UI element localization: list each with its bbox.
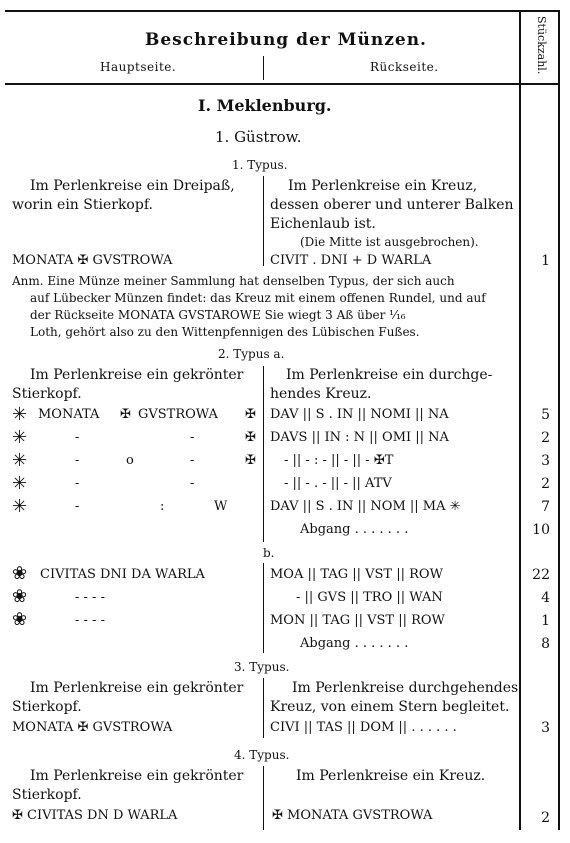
right-border bbox=[558, 10, 560, 830]
typ2b-row-haupt: - - - - bbox=[75, 613, 105, 628]
typ2a-row-rueck: - || - : - || - || - ✠T bbox=[284, 453, 394, 468]
typ3-count: 3 bbox=[541, 720, 550, 736]
typ4-legend-rueck: ✠ MONATA GVSTROWA bbox=[272, 808, 433, 823]
typ1-legend-haupt: MONATA ✠ GVSTROWA bbox=[12, 253, 173, 268]
typ4-count: 2 bbox=[541, 810, 550, 826]
typ2b-row-haupt: - - - - bbox=[75, 590, 105, 605]
typ3-haupt-line1: Im Perlenkreise ein gekrönter bbox=[30, 680, 244, 696]
typ3-legend-haupt: MONATA ✠ GVSTROWA bbox=[12, 720, 173, 735]
typ2a-row-rueck: DAVS || IN : N || OMI || NA bbox=[270, 430, 449, 445]
typ2b-row-symbol: ❀ bbox=[12, 563, 28, 584]
header-rueck: Rückseite. bbox=[370, 60, 439, 74]
typ2a-row-haupt-2: ✠ bbox=[120, 407, 131, 422]
header-title: Beschreibung der Münzen. bbox=[145, 30, 427, 50]
typ3-rueck-line2: Kreuz, von einem Stern begleitet. bbox=[270, 699, 510, 715]
typ2a-label: 2. Typus a. bbox=[218, 347, 285, 361]
top-rule bbox=[5, 10, 560, 12]
typ2a-row-count: 2 bbox=[541, 430, 550, 446]
typ2a-rueck-line2: hendes Kreuz. bbox=[270, 386, 372, 402]
typ1-anm-line3: der Rückseite MONATA GVSTAROWE Sie wiegt 3 Aß über ¹⁄₁₆ bbox=[30, 308, 406, 322]
typ1-rueck-line3: Eichenlaub ist. bbox=[270, 216, 376, 232]
typ2a-row-count: 3 bbox=[541, 453, 550, 469]
typ1-anm-line1: Anm. Eine Münze meiner Sammlung hat denselben Typus, der sich auch bbox=[12, 274, 455, 288]
typ4-legend-haupt: ✠ CIVITAS DN D WARLA bbox=[12, 808, 178, 823]
typ2b-row-rueck: MOA || TAG || VST || ROW bbox=[270, 567, 443, 582]
typ2a-row-count: 2 bbox=[541, 476, 550, 492]
section-subtitle: 1. Güstrow. bbox=[215, 128, 302, 146]
typ1-label: 1. Typus. bbox=[232, 158, 288, 172]
typ2a-row-haupt-1: - bbox=[75, 430, 80, 445]
typ2a-row-haupt-1: - bbox=[75, 453, 80, 468]
typ1-legend-rueck: CIVIT . DNI + D WARLA bbox=[270, 253, 432, 268]
typ4-label: 4. Typus. bbox=[234, 748, 290, 762]
header-bottom-rule bbox=[5, 83, 560, 85]
typ2a-row-count: 7 bbox=[541, 499, 550, 515]
typ2a-row-symbol: ✳ bbox=[12, 473, 28, 494]
typ2a-row-rueck: - || - . - || - || ATV bbox=[284, 476, 392, 491]
typ2a-row-symbol: ✳ bbox=[12, 496, 28, 517]
typ2b-label: b. bbox=[263, 546, 275, 560]
typ2b-row-count: 4 bbox=[541, 590, 550, 606]
typ2b-abgang: Abgang . . . . . . . bbox=[300, 636, 409, 651]
typ2a-row-rueck: DAV || S . IN || NOM || MA ✳ bbox=[270, 499, 461, 514]
typ2b-abgang-count: 8 bbox=[541, 636, 550, 652]
section-title: I. Meklenburg. bbox=[198, 96, 332, 115]
typ2a-row-haupt-3: - bbox=[190, 476, 195, 491]
typ2a-row-rueck: DAV || S . IN || NOMI || NA bbox=[270, 407, 449, 422]
typ2b-row-count: 22 bbox=[532, 567, 550, 583]
header-stueck: Stückzahl. bbox=[535, 16, 548, 75]
count-column-rule bbox=[519, 10, 521, 830]
typ2a-row-haupt-3: GVSTROWA bbox=[138, 407, 218, 422]
typ3-rueck-line1: Im Perlenkreise durchgehendes bbox=[292, 680, 519, 696]
typ2b-row-rueck: MON || TAG || VST || ROW bbox=[270, 613, 445, 628]
typ1-haupt-line1: Im Perlenkreise ein Dreipaß, bbox=[30, 178, 235, 194]
typ2a-row-haupt-3: - bbox=[190, 453, 195, 468]
typ2b-divider bbox=[263, 563, 264, 653]
typ4-divider bbox=[263, 766, 264, 830]
typ2a-abgang-count: 10 bbox=[532, 522, 550, 538]
typ3-divider bbox=[263, 678, 264, 738]
typ1-rueck-line2: dessen oberer und unterer Balken bbox=[270, 197, 514, 213]
typ2b-row-symbol: ❀ bbox=[12, 586, 28, 607]
typ1-count: 1 bbox=[541, 253, 550, 269]
typ2a-row-haupt-1: - bbox=[75, 499, 80, 514]
typ2a-row-symbol: ✳ bbox=[12, 404, 28, 425]
typ2a-row-symbol: ✳ bbox=[12, 427, 28, 448]
typ2a-haupt-line1: Im Perlenkreise ein gekrönter bbox=[30, 367, 244, 383]
typ2b-row-count: 1 bbox=[541, 613, 550, 629]
typ2b-row-symbol: ❀ bbox=[12, 609, 28, 630]
typ2a-row-haupt-1: MONATA bbox=[38, 407, 100, 422]
typ1-rueck-line1: Im Perlenkreise ein Kreuz, bbox=[288, 178, 478, 194]
typ3-legend-rueck: CIVI || TAS || DOM || . . . . . . bbox=[270, 720, 457, 735]
typ4-haupt-line1: Im Perlenkreise ein gekrönter bbox=[30, 768, 244, 784]
typ1-rueck-note: (Die Mitte ist ausgebrochen). bbox=[300, 235, 479, 249]
typ2a-row-symbol: ✳ bbox=[12, 450, 28, 471]
typ2a-row-haupt-3: W bbox=[214, 499, 228, 514]
typ2a-row-count: 5 bbox=[541, 407, 550, 423]
typ2b-row-rueck: - || GVS || TRO || WAN bbox=[296, 590, 443, 605]
typ2a-row-haupt-2: o bbox=[126, 453, 134, 468]
typ2b-row-haupt: CIVITAS DNI DA WARLA bbox=[40, 567, 205, 582]
typ3-haupt-line2: Stierkopf. bbox=[12, 699, 82, 715]
typ1-haupt-line2: worin ein Stierkopf. bbox=[12, 197, 153, 213]
typ1-anm-line2: auf Lübecker Münzen findet: das Kreuz mit einem offenen Rundel, und auf bbox=[30, 291, 486, 305]
typ1-anm-line4: Loth, gehört also zu den Wittenpfennigen des Lübischen Fußes. bbox=[30, 325, 420, 339]
typ4-haupt-line2: Stierkopf. bbox=[12, 787, 82, 803]
typ2a-haupt-line2: Stierkopf. bbox=[12, 386, 82, 402]
typ2a-abgang: Abgang . . . . . . . bbox=[300, 522, 409, 537]
typ2a-row-haupt-4: ✠ bbox=[245, 453, 256, 468]
typ2a-row-haupt-3: - bbox=[190, 430, 195, 445]
typ1-divider bbox=[263, 176, 264, 266]
typ2a-row-haupt-4: ✠ bbox=[245, 407, 256, 422]
typ2a-row-haupt-4: ✠ bbox=[245, 430, 256, 445]
header-divider bbox=[263, 56, 264, 80]
typ4-rueck-line1: Im Perlenkreise ein Kreuz. bbox=[296, 768, 486, 784]
typ2a-row-haupt-1: - bbox=[75, 476, 80, 491]
header-haupt: Hauptseite. bbox=[100, 60, 177, 74]
typ3-label: 3. Typus. bbox=[234, 660, 290, 674]
typ2a-row-haupt-2: : bbox=[160, 499, 165, 514]
typ2a-rueck-line1: Im Perlenkreise ein durchge- bbox=[286, 367, 493, 383]
typ2a-divider bbox=[263, 366, 264, 542]
